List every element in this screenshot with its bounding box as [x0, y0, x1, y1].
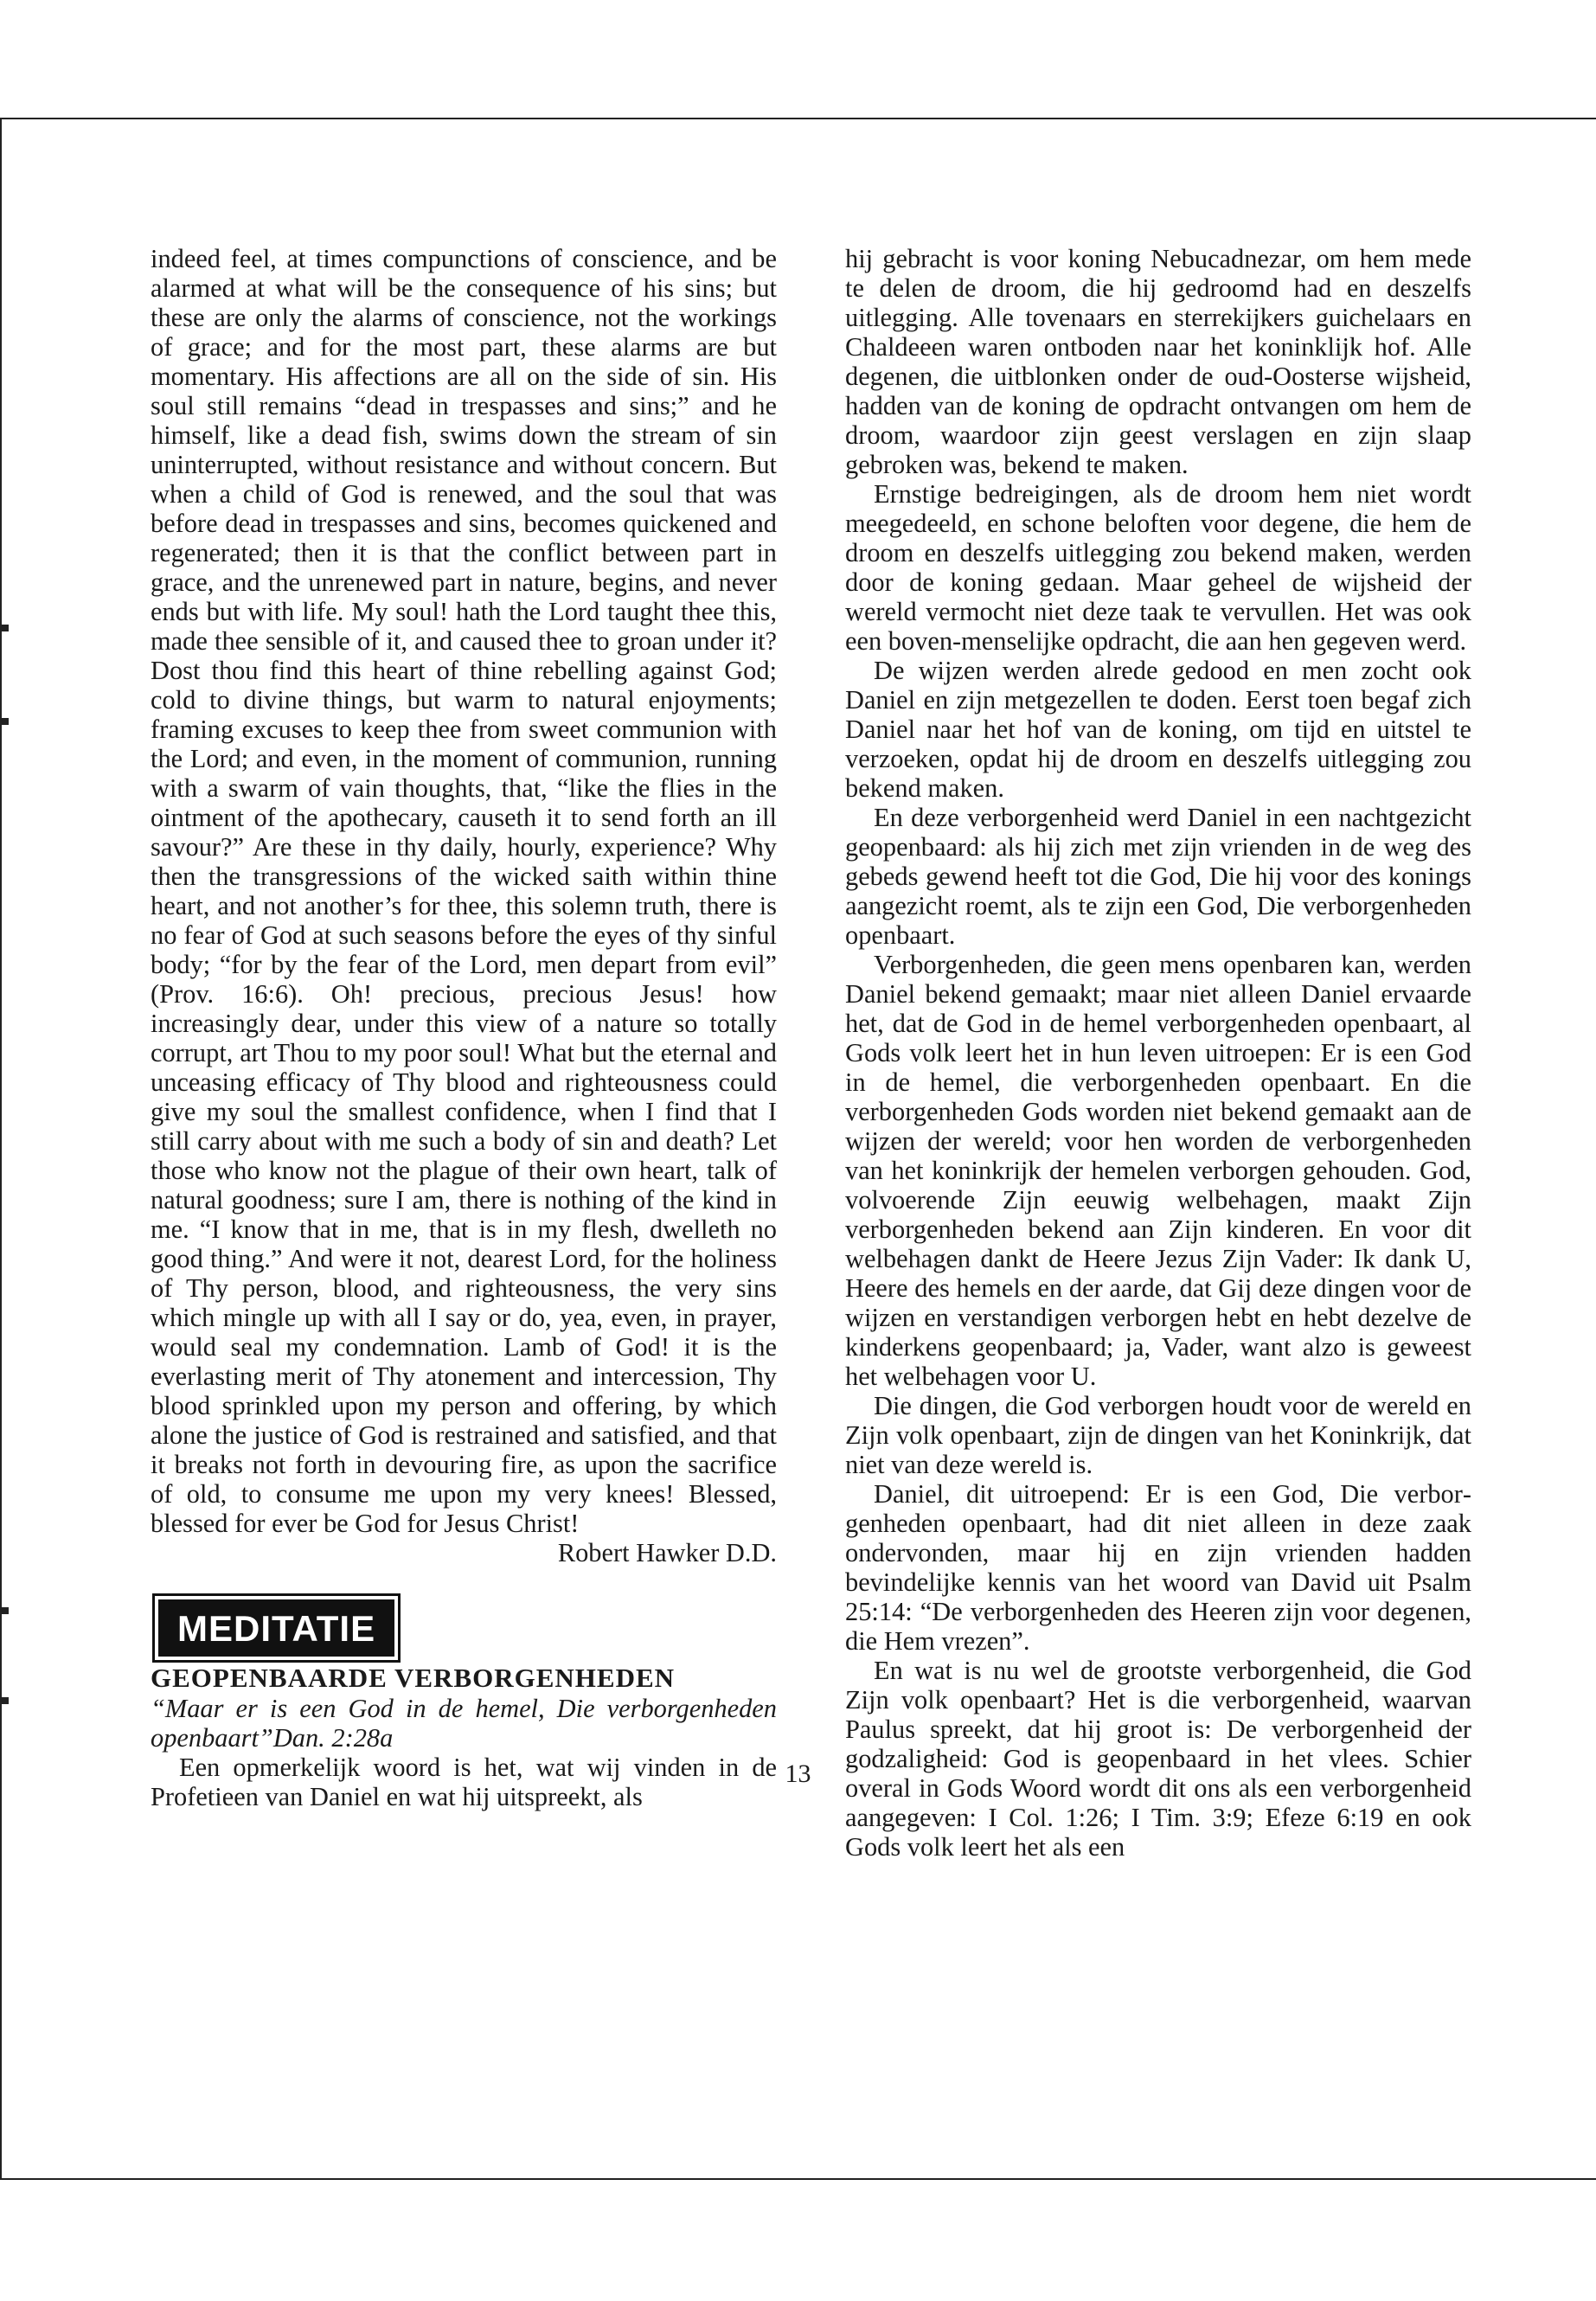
margin-mark	[0, 718, 9, 725]
article-lead-paragraph: Een opmerkelijk woord is het, wat wij vinden in de Profetieen van Daniel en wat hij uitspreekt, als	[151, 1753, 777, 1811]
epigraph	[151, 1694, 777, 1753]
paragraph: Die dingen, die God verborgen houdt voor de wereld en Zijn volk openbaart, zijn de dingen van het Koninkrijk, dat niet van deze wereld is.	[845, 1391, 1471, 1479]
page-border-left	[0, 118, 2, 2180]
epigraph-reference: Dan. 2:28a	[272, 1723, 394, 1753]
page-border-top	[0, 118, 1596, 119]
section-badge-label: MEDITATIE	[158, 1599, 394, 1657]
epigraph-quote: “Maar er is een God in de hemel, Die verborgenheden openbaart”	[151, 1694, 777, 1753]
paragraph: En wat is nu wel de grootste verborgenheid, die God Zijn volk openbaart? Het is die verborgenheid, waarvan Paulus spreekt, dat hij groot is: De verborgenheid der godzaligheid: God is geopenbaard in het vlees. Schier overal in Gods Woord wordt dit ons als een verborgenheid aangegeven: I Col. 1:26; I Tim. 3:9; Efeze 6:19 en ook Gods volk leert het als een	[845, 1656, 1471, 1862]
margin-mark	[0, 625, 9, 631]
section-badge	[152, 1593, 401, 1663]
paragraph: Ernstige bedreigingen, als de droom hem niet wordt meegedeeld, en schone beloften voor degene, die hem de droom en deszelfs uitlegging zou bekend maken, werden door de koning gedaan. Maar geheel de wijsheid der wereld vermocht niet deze taak te vervullen. Het was ook een boven-menselijke opdracht, die aan hen gegeven werd.	[845, 479, 1471, 656]
sermon-body: indeed feel, at times compunctions of conscience, and be alarmed at what will be the consequence of his sins; but these are only the alarms of conscience, not the workings of grace; and for the most part, these alarms are but momentary. His affections are all on the side of sin. His soul still remains “dead in trespasses and sins;” and he himself, like a dead fish, swims down the stream of sin uninterrupted, without resistance and without concern. But when a child of God is renewed, and the soul that was before dead in trespasses and sins, becomes quickened and regenerated; then it is that the conflict between part in grace, and the unrenewed part in nature, begins, and never ends but with life. My soul! hath the Lord taught thee this, made thee sensible of it, and caused thee to groan under it? Dost thou find this heart of thine rebelling against God; cold to divine things, but warm to natural enjoyments; framing excuses to keep thee from sweet communion with the Lord; and even, in the moment of communion, running with a swarm of vain thoughts, that, “like the flies in the ointment of the apothecary, causeth it to send forth an ill savour?” Are these in thy daily, hourly, experience? Why then the transgressions of the wicked saith within thine heart, and not another’s for thee, this solemn truth, there is no fear of God at such seasons before the eyes of thy sinful body; “for by the fear of the Lord, men depart from evil” (Prov. 16:6). Oh! precious, precious Jesus! how increasingly dear, under this view of a nature so totally corrupt, art Thou to my poor soul! What but the eternal and unceasing efficacy of Thy blood and righteousness could give my soul the smallest confidence, when I find that I still carry about with me such a body of sin and death? Let those who know not the plague of their own heart, talk of natural goodness; sure I am, there is nothing of the kind in me. “I know that in me, that is in my flesh, dwelleth no good thing.” And were it not, dearest Lord, for the holiness of Thy person, blood, and righteousness, the very sins which mingle up with all I say or do, yea, even, in prayer, would seal my condemnation. Lamb of God! it is the everlasting merit of Thy atonement and intercession, Thy blood sprinkled upon my person and offering, by which alone the justice of God is restrained and satisfied, and that it breaks not forth in devouring fire, as upon the sacrifice of old, to consume me upon my very knees! Blessed, blessed for ever be God for Jesus Christ!	[151, 244, 777, 1538]
article-title: GEOPENBAARDE VERBORGENHEDEN	[151, 1663, 676, 1693]
paragraph: Daniel, dit uitroepend: Er is een God, Die verborgenheden openbaart, had dit niet alleen in deze zaak ondervonden, maar hij en zijn vrienden hadden bevindelijke kennis van het woord van David uit Psalm 25:14: “De verborgenheden des Heeren zijn voor degenen, die Hem vrezen”.	[845, 1479, 1471, 1656]
page-border-bottom	[0, 2178, 1596, 2180]
paragraph: hij gebracht is voor koning Nebucadnezar, om hem mede te delen de droom, die hij gedroomd had en deszelfs uitlegging. Alle tovenaars en sterrekijkers guichelaars en Chaldeeen waren ontboden naar het koninklijk hof. Alle degenen, die uitblonken onder de oud-Oosterse wijsheid, hadden van de koning de opdracht ontvangen om hem de droom, waardoor zijn geest verslagen en zijn slaap gebroken was, bekend te maken.	[845, 244, 1471, 479]
left-column	[151, 244, 777, 1811]
margin-mark	[0, 1697, 9, 1704]
right-column	[845, 244, 1471, 1862]
paragraph: Verborgenheden, die geen mens openbaren kan, werden Daniel bekend gemaakt; maar niet alleen Daniel ervaarde het, dat de God in de hemel verborgenheden openbaart, al Gods volk leert het in hun leven uitroepen: Er is een God in de hemel, die verborgenheden openbaart. En die verborgenheden Gods worden niet bekend gemaakt aan de wijzen der wereld; voor hen worden de verborgenheden van het koninkrijk der hemelen verborgen gehouden. God, volvoerende Zijn eeuwig welbehagen, maakt Zijn verborgenheden bekend aan Zijn kinderen. En voor dit welbehagen dankt de Heere Jezus Zijn Vader: Ik dank U, Heere des hemels en der aarde, dat Gij deze dingen voor de wijzen en verstandigen verborgen hebt en hebt dezelve de kinderkens geopenbaard; ja, Vader, want alzo is geweest het welbehagen voor U.	[845, 950, 1471, 1391]
margin-mark	[0, 1607, 9, 1614]
author-signature: Robert Hawker D.D.	[557, 1538, 777, 1567]
paragraph: De wijzen werden alrede gedood en men zocht ook Daniel en zijn metgezellen te doden. Eerst toen begaf zich Daniel naar het hof van de koning, om tijd en uitstel te verzoeken, opdat hij de droom en deszelfs uitlegging zou bekend maken.	[845, 656, 1471, 803]
paragraph: En deze verborgenheid werd Daniel in een nachtgezicht geopenbaard: als hij zich met zijn vrienden in de weg des gebeds gewend heeft tot die God, Die hij voor des konings aangezicht roemt, als te zijn een God, Die verborgenheden openbaart.	[845, 803, 1471, 950]
page-number: 13	[785, 1759, 811, 1788]
